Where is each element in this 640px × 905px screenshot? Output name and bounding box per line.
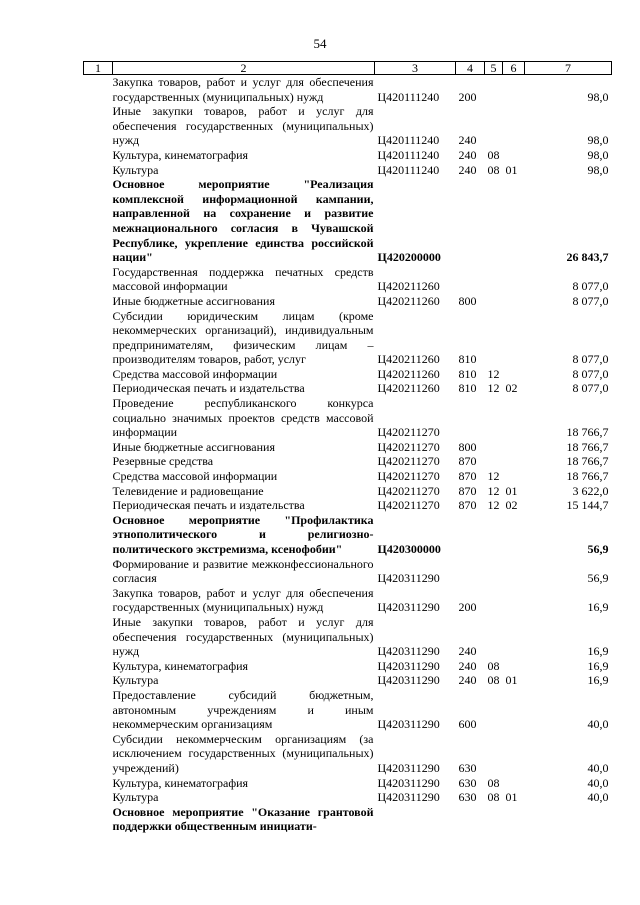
row-subsection <box>503 396 525 440</box>
row-section <box>485 688 503 732</box>
row-blank-cell <box>84 484 113 499</box>
table-row <box>84 454 612 469</box>
row-expense-type: 240 <box>458 133 477 148</box>
row-amount: 8 077,0 <box>572 279 609 294</box>
row-section: 08 <box>487 147 500 162</box>
row-name: Закупка товаров, работ и услуг для обеспечения государственных (муниципальных) нужд <box>112 585 374 615</box>
row-amount: 98,0 <box>587 89 609 104</box>
row-target-article: Ц420211260 <box>377 279 440 294</box>
row-subsection <box>503 688 525 732</box>
row-target-article: Ц420311290 <box>377 717 440 732</box>
row-name: Культура <box>112 162 159 177</box>
row-section <box>485 615 503 659</box>
row-subsection <box>503 732 525 776</box>
row-amount: 56,9 <box>587 571 609 586</box>
row-amount: 40,0 <box>587 775 609 790</box>
row-target-article: Ц420311290 <box>377 790 440 805</box>
row-name: Субсидии некоммерческим организациям (за исключением государственных (муниципальных) учреждений) <box>112 731 374 775</box>
row-name: Культура <box>112 790 159 805</box>
row-section <box>485 732 503 776</box>
row-target-article: Ц420311290 <box>377 760 440 775</box>
row-target-article: Ц420211260 <box>377 293 440 308</box>
page-number: 54 <box>313 36 327 51</box>
row-name: Средства массовой информации <box>112 469 278 484</box>
row-amount: 8 077,0 <box>572 352 609 367</box>
row-expense-type: 600 <box>458 717 477 732</box>
row-expense-type <box>456 805 485 834</box>
row-section <box>485 454 503 469</box>
row-name: Иные бюджетные ассигнования <box>112 293 275 308</box>
row-subsection <box>503 75 525 105</box>
table-row <box>84 440 612 455</box>
row-target-article: Ц420211260 <box>377 366 440 381</box>
table-row <box>84 732 612 776</box>
row-target-article: Ц420311290 <box>377 658 440 673</box>
row-target-article: Ц420111240 <box>377 89 440 104</box>
row-amount: 18 766,7 <box>566 425 609 440</box>
row-subsection: 01 <box>505 673 518 688</box>
row-section: 08 <box>487 775 500 790</box>
row-name: Культура <box>112 673 159 688</box>
row-subsection <box>503 104 525 148</box>
row-expense-type: 200 <box>458 600 477 615</box>
row-name: Периодическая печать и издательства <box>112 498 305 513</box>
row-target-article: Ц420311290 <box>377 775 440 790</box>
row-section: 08 <box>487 658 500 673</box>
row-section: 12 <box>487 483 500 498</box>
row-expense-type: 200 <box>458 89 477 104</box>
row-target-article: Ц420300000 <box>377 542 441 556</box>
row-amount: 98,0 <box>587 133 609 148</box>
row-blank-cell <box>84 163 113 178</box>
row-name: Иные закупки товаров, работ и услуг для обеспечения государственных (муниципальных) нужд <box>112 104 374 148</box>
row-blank-cell <box>84 659 113 674</box>
row-blank-cell <box>84 148 113 163</box>
row-blank-cell <box>84 790 113 805</box>
row-section: 12 <box>487 498 500 513</box>
row-blank-cell <box>84 294 113 309</box>
table-row <box>84 484 612 499</box>
row-name: Периодическая печать и издательства <box>112 381 305 396</box>
row-blank-cell <box>84 367 113 382</box>
table-row <box>84 513 612 557</box>
row-amount: 40,0 <box>587 790 609 805</box>
row-amount: 16,9 <box>587 673 609 688</box>
row-blank-cell <box>84 498 113 513</box>
table-row <box>84 586 612 615</box>
row-amount: 3 622,0 <box>572 483 609 498</box>
row-subsection <box>503 469 525 484</box>
row-expense-type: 870 <box>458 498 477 513</box>
row-subsection: 01 <box>505 790 518 805</box>
row-name: Формирование и развитие межконфессионального согласия <box>112 556 374 586</box>
row-target-article: Ц420211260 <box>377 352 440 367</box>
row-amount: 40,0 <box>587 717 609 732</box>
row-target-article: Ц420311290 <box>377 600 440 615</box>
row-amount: 16,9 <box>587 644 609 659</box>
row-amount: 26 843,7 <box>566 250 609 265</box>
row-subsection <box>503 776 525 791</box>
row-subsection <box>503 615 525 659</box>
row-blank-cell <box>84 557 113 586</box>
row-name: Культура, кинематография <box>112 658 249 673</box>
row-subsection <box>503 659 525 674</box>
row-section <box>485 805 503 834</box>
row-blank-cell <box>84 309 113 367</box>
row-amount: 98,0 <box>587 162 609 177</box>
row-section: 12 <box>487 366 500 381</box>
row-amount: 18 766,7 <box>566 469 609 484</box>
row-name: Резервные средства <box>112 454 214 469</box>
row-blank-cell <box>84 104 113 148</box>
row-name: Культура, кинематография <box>112 775 249 790</box>
row-name: Культура, кинематография <box>112 147 249 162</box>
row-blank-cell <box>84 776 113 791</box>
row-expense-type: 810 <box>458 366 477 381</box>
table-row <box>84 265 612 294</box>
row-subsection: 02 <box>505 498 518 513</box>
row-section: 08 <box>487 673 500 688</box>
row-target-article: Ц420211270 <box>377 454 440 469</box>
table-row <box>84 294 612 309</box>
row-expense-type: 800 <box>458 439 477 454</box>
row-expense-type <box>456 265 485 294</box>
table-row <box>84 469 612 484</box>
row-name: Средства массовой информации <box>112 366 278 381</box>
row-target-article: Ц420211270 <box>377 425 440 440</box>
row-amount: 40,0 <box>587 760 609 775</box>
table-row <box>84 659 612 674</box>
row-expense-type: 870 <box>458 483 477 498</box>
row-section <box>485 104 503 148</box>
column-number: 3 <box>375 62 456 75</box>
budget-table <box>83 61 612 834</box>
row-blank-cell <box>84 454 113 469</box>
row-amount: 16,9 <box>587 658 609 673</box>
row-blank-cell <box>84 469 113 484</box>
row-blank-cell <box>84 673 113 688</box>
row-amount: 56,9 <box>587 542 609 556</box>
row-section: 08 <box>487 790 500 805</box>
row-section: 08 <box>487 162 500 177</box>
row-amount <box>525 805 612 834</box>
table-row <box>84 75 612 105</box>
row-name: Государственная поддержка печатных средств массовой информации <box>112 264 374 294</box>
row-section <box>485 75 503 105</box>
row-expense-type: 870 <box>458 454 477 469</box>
row-expense-type: 240 <box>458 644 477 659</box>
table-row <box>84 148 612 163</box>
row-target-article: Ц420211270 <box>377 439 440 454</box>
row-target-article: Ц420111240 <box>377 147 440 162</box>
table-row <box>84 673 612 688</box>
row-expense-type <box>456 396 485 440</box>
row-target-article <box>375 805 456 834</box>
row-expense-type: 240 <box>458 658 477 673</box>
row-expense-type: 240 <box>458 147 477 162</box>
row-section <box>485 396 503 440</box>
row-name: Субсидии юридическим лицам (кроме некоммерческих организаций), индивидуальным предпринимателям, физическим лицам – производителям товаров, работ, услуг <box>112 308 374 367</box>
row-expense-type: 630 <box>458 760 477 775</box>
row-blank-cell <box>84 177 113 265</box>
row-blank-cell <box>84 381 113 396</box>
row-expense-type <box>456 557 485 586</box>
row-target-article: Ц420211270 <box>377 469 440 484</box>
row-blank-cell <box>84 440 113 455</box>
row-expense-type: 630 <box>458 790 477 805</box>
table-row <box>84 498 612 513</box>
row-subsection <box>503 148 525 163</box>
row-section: 12 <box>487 381 500 396</box>
table-row <box>84 163 612 178</box>
row-blank-cell <box>84 586 113 615</box>
row-target-article: Ц420311290 <box>377 571 440 586</box>
row-target-article: Ц420211270 <box>377 483 440 498</box>
row-blank-cell <box>84 732 113 776</box>
table-row <box>84 396 612 440</box>
table-row <box>84 790 612 805</box>
row-target-article: Ц420211270 <box>377 498 440 513</box>
row-expense-type: 630 <box>458 775 477 790</box>
column-number: 2 <box>113 62 375 75</box>
row-blank-cell <box>84 805 113 834</box>
column-number: 6 <box>503 62 525 75</box>
column-number: 4 <box>456 62 485 75</box>
row-blank-cell <box>84 396 113 440</box>
row-subsection <box>503 513 525 557</box>
row-name: Закупка товаров, работ и услуг для обеспечения государственных (муниципальных) нужд <box>112 75 374 104</box>
row-blank-cell <box>84 513 113 557</box>
row-expense-type: 870 <box>458 469 477 484</box>
row-subsection <box>503 557 525 586</box>
table-row <box>84 367 612 382</box>
column-number: 5 <box>485 62 503 75</box>
table-row <box>84 776 612 791</box>
row-subsection <box>503 454 525 469</box>
table-row <box>84 557 612 586</box>
table-row <box>84 177 612 265</box>
row-expense-type: 810 <box>458 352 477 367</box>
row-blank-cell <box>84 688 113 732</box>
column-number-row <box>84 62 612 75</box>
row-subsection <box>503 309 525 367</box>
row-subsection: 02 <box>505 381 518 396</box>
row-target-article: Ц420111240 <box>377 133 440 148</box>
row-expense-type: 240 <box>458 673 477 688</box>
row-section <box>485 309 503 367</box>
row-subsection <box>503 177 525 265</box>
row-expense-type: 810 <box>458 381 477 396</box>
row-expense-type: 240 <box>458 162 477 177</box>
column-number: 7 <box>525 62 612 75</box>
row-name: Предоставление субсидий бюджетным, автономным учреждениям и иным некоммерческим организациям <box>112 687 374 732</box>
table-row <box>84 104 612 148</box>
row-name: Телевидение и радиовещание <box>112 483 264 498</box>
row-blank-cell <box>84 75 113 105</box>
row-amount: 15 144,7 <box>566 498 609 513</box>
row-target-article: Ц420111240 <box>377 162 440 177</box>
row-amount: 98,0 <box>587 147 609 162</box>
row-subsection <box>503 367 525 382</box>
row-section <box>485 586 503 615</box>
row-amount: 16,9 <box>587 600 609 615</box>
row-name: Основное мероприятие "Оказание грантовой поддержки общественным инициати- <box>112 804 374 834</box>
row-section <box>485 557 503 586</box>
row-section: 12 <box>487 469 500 484</box>
row-blank-cell <box>84 265 113 294</box>
table-row <box>84 381 612 396</box>
row-name: Основное мероприятие "Реализация комплексной информационной кампании, направленной на сохранение и развитие межнационального согласия в Чувашской Республике, укрепление единства российской нации" <box>112 177 374 265</box>
row-section <box>485 177 503 265</box>
table-row <box>84 805 612 834</box>
row-expense-type: 800 <box>458 293 477 308</box>
row-name: Иные бюджетные ассигнования <box>112 439 275 454</box>
row-amount: 8 077,0 <box>572 293 609 308</box>
row-target-article: Ц420311290 <box>377 644 440 659</box>
row-name: Основное мероприятие "Профилактика этнополитического и религиозно-политического экстремизма, ксенофобии" <box>112 512 374 556</box>
row-amount: 8 077,0 <box>572 366 609 381</box>
row-target-article: Ц420311290 <box>377 673 440 688</box>
row-subsection <box>503 805 525 834</box>
row-subsection <box>503 294 525 309</box>
row-expense-type <box>456 513 485 557</box>
row-amount: 18 766,7 <box>566 454 609 469</box>
row-name: Иные закупки товаров, работ и услуг для обеспечения государственных (муниципальных) нужд <box>112 614 374 659</box>
row-expense-type <box>456 177 485 265</box>
row-subsection <box>503 265 525 294</box>
row-section <box>485 513 503 557</box>
row-name: Проведение республиканского конкурса социально значимых проектов средств массовой информации <box>112 396 374 440</box>
column-number: 1 <box>84 62 113 75</box>
table-row <box>84 615 612 659</box>
table-row <box>84 309 612 367</box>
row-subsection <box>503 440 525 455</box>
row-subsection: 01 <box>505 483 518 498</box>
row-section <box>485 265 503 294</box>
table-body <box>84 75 612 834</box>
row-subsection: 01 <box>505 162 518 177</box>
table-row <box>84 688 612 732</box>
row-section <box>485 440 503 455</box>
row-target-article: Ц420200000 <box>377 250 441 265</box>
row-blank-cell <box>84 615 113 659</box>
row-amount: 18 766,7 <box>566 439 609 454</box>
row-subsection <box>503 586 525 615</box>
row-section <box>485 294 503 309</box>
row-target-article: Ц420211260 <box>377 381 440 396</box>
row-amount: 8 077,0 <box>572 381 609 396</box>
